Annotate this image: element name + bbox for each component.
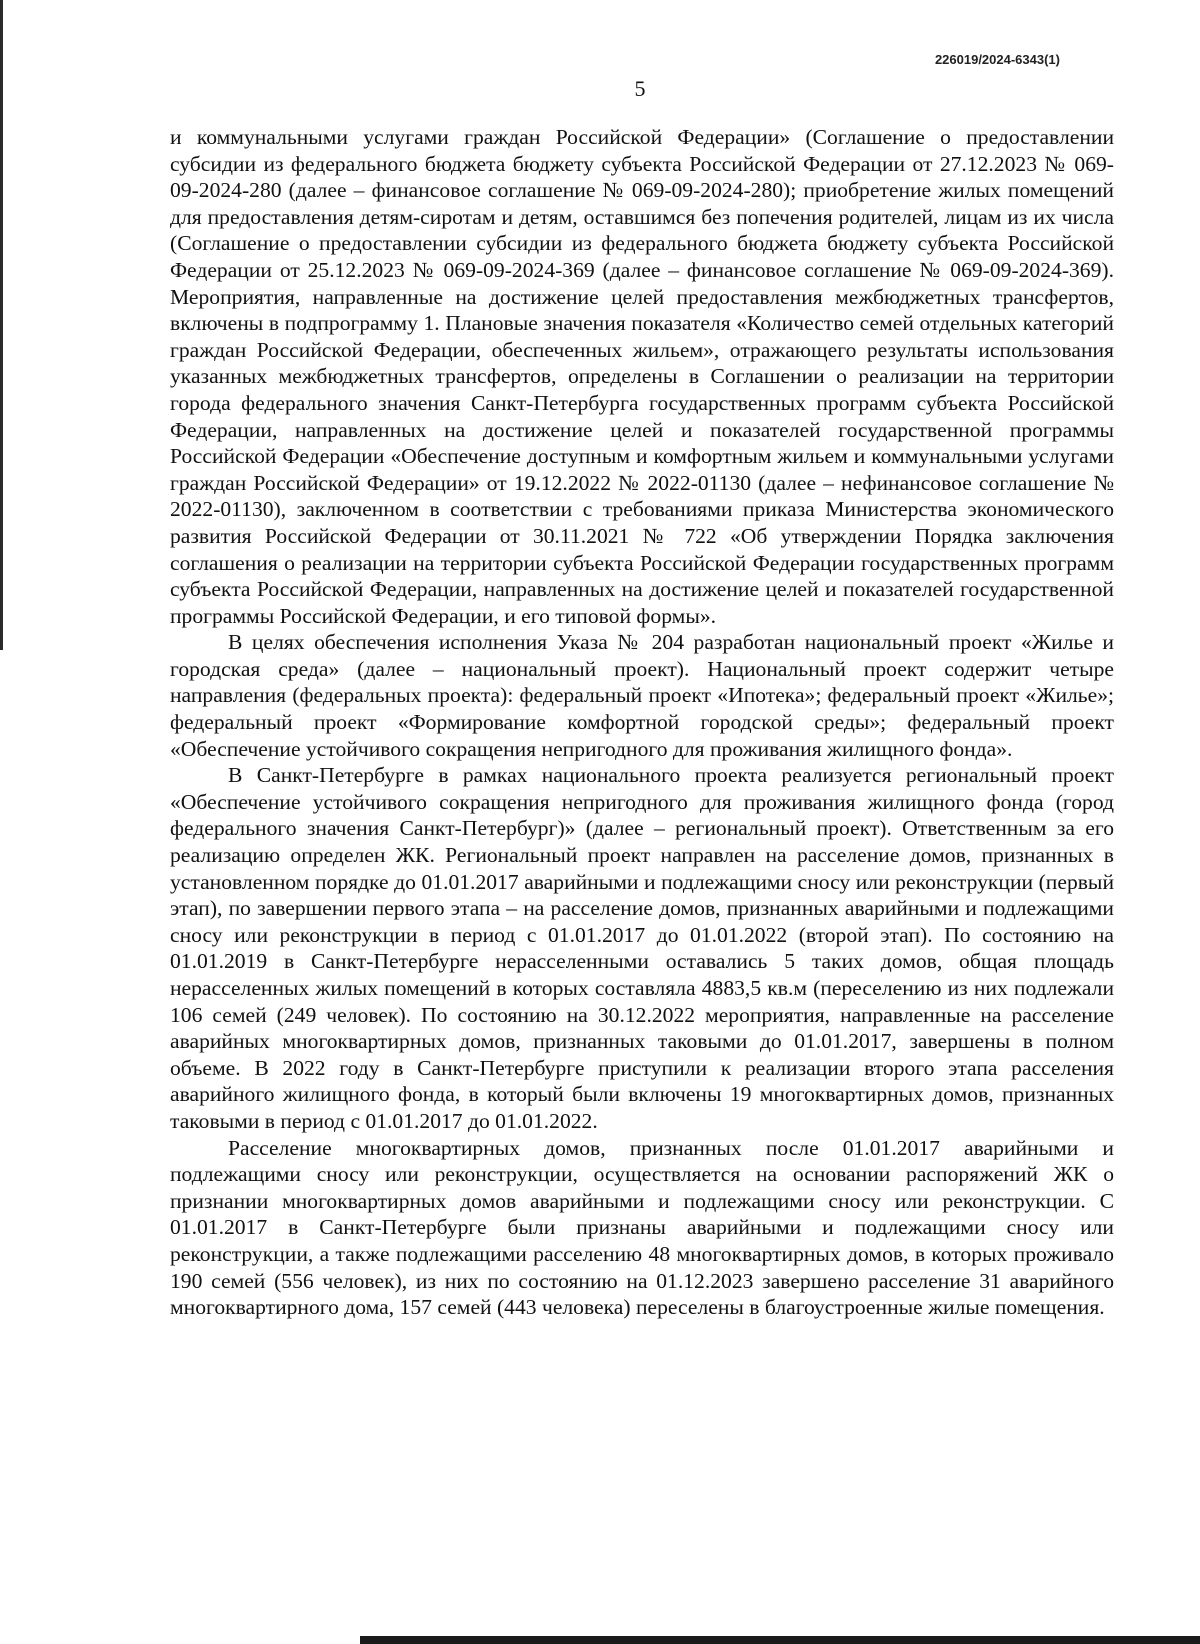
paragraph-regional-project: В Санкт-Петербурге в рамках национального проекта реализуется региональный проект «Обеспечение устойчивого сокращения непригодного для проживания жилищного фонда (город федерального значения Санкт-Петербург)» (далее – региональный проект). Ответственным за его реализацию определен ЖК. Региональный проект направлен на расселение домов, признанных в установленном порядке до 01.01.2017 аварийными и подлежащими сносу или реконструкции (первый этап), по завершении первого этапа – на расселение домов, признанных аварийными и подлежащими сносу или реконструкции в период с 01.01.2017 до 01.01.2022 (второй этап). По состоянию на 01.01.2019 в Санкт-Петербурге нерасселенными оставались 5 таких домов, общая площадь нерасселенных жилых помещений в которых составляла 4883,5 кв.м (переселению из них подлежали 106 семей (249 человек). По состоянию на 30.12.2022 мероприятия, направленные на расселение аварийных многоквартирных домов, признанных таковыми до 01.01.2017, завершены в полном объеме. В 2022 году в Санкт-Петербурге приступили к реализации второго этапа расселения аварийного жилищного фонда, в который были включены 19 многоквартирных домов, признанных таковыми в период с 01.01.2017 до 01.01.2022. xyxy=(170,763,1114,1133)
paragraph-national-project: В целях обеспечения исполнения Указа № 204 разработан национальный проект «Жилье и городская среда» (далее – национальный проект). Национальный проект содержит четыре направления (федеральных проекта): федеральный проект «Ипотека»; федеральный проект «Жилье»; федеральный проект «Формирование комфортной городской среды»; федеральный проект «Обеспечение устойчивого сокращения непригодного для проживания жилищного фонда». xyxy=(170,630,1114,761)
document-id: 226019/2024-6343(1) xyxy=(934,52,1060,67)
paragraph-continuation: и коммунальными услугами граждан Российской Федерации» (Соглашение о предоставлении субсидии из федерального бюджета бюджету субъекта Российской Федерации от 27.12.2023 № 069-09-2024-280 (далее – финансовое соглашение № 069-09-2024-280); приобретение жилых помещений для предоставления детям-сиротам и детям, оставшимся без попечения родителей, лицам из их числа (Соглашение о предоставлении субсидии из федерального бюджета бюджету субъекта Российской Федерации от 25.12.2023 № 069-09-2024-369 (далее – финансовое соглашение № 069-09-2024-369). Мероприятия, направленные на достижение целей предоставления межбюджетных трансфертов, включены в подпрограмму 1. Плановые значения показателя «Количество семей отдельных категорий граждан Российской Федерации, обеспеченных жильем», отражающего результаты использования указанных межбюджетных трансфертов, определены в Соглашении о реализации на территории города федерального значения Санкт-Петербурга государственных программ субъекта Российской Федерации, направленных на достижение целей и показателей государственной программы Российской Федерации «Обеспечение доступным и комфортным жильем и коммунальными услугами граждан Российской Федерации» от 19.12.2022 № 2022-01130 (далее – нефинансовое соглашение № 2022-01130), заключенном в соответствии с требованиями приказа Министерства экономического развития Российской Федерации от 30.11.2021 № 722 «Об утверждении Порядка заключения соглашения о реализации на территории субъекта Российской Федерации государственных программ субъекта Российской Федерации, направленных на достижение целей и показателей государственной программы Российской Федерации, и его типовой формы». xyxy=(170,125,1114,628)
paragraph-resettlement: Расселение многоквартирных домов, признанных после 01.01.2017 аварийными и подлежащими сносу или реконструкции, осуществляется на основании распоряжений ЖК о признании многоквартирных домов аварийными и подлежащими сносу или реконструкции. С 01.01.2017 в Санкт-Петербурге были признаны аварийными и подлежащими сносу или реконструкции, а также подлежащими расселению 48 многоквартирных домов, в которых проживало 190 семей (556 человек), из них по состоянию на 01.12.2023 завершено расселение 31 аварийного многоквартирного дома, 157 семей (443 человека) переселены в благоустроенные жилые помещения. xyxy=(170,1135,1114,1320)
scan-bottom-edge xyxy=(360,1636,1200,1644)
document-body xyxy=(170,124,1114,1321)
page-number: 5 xyxy=(634,76,646,101)
